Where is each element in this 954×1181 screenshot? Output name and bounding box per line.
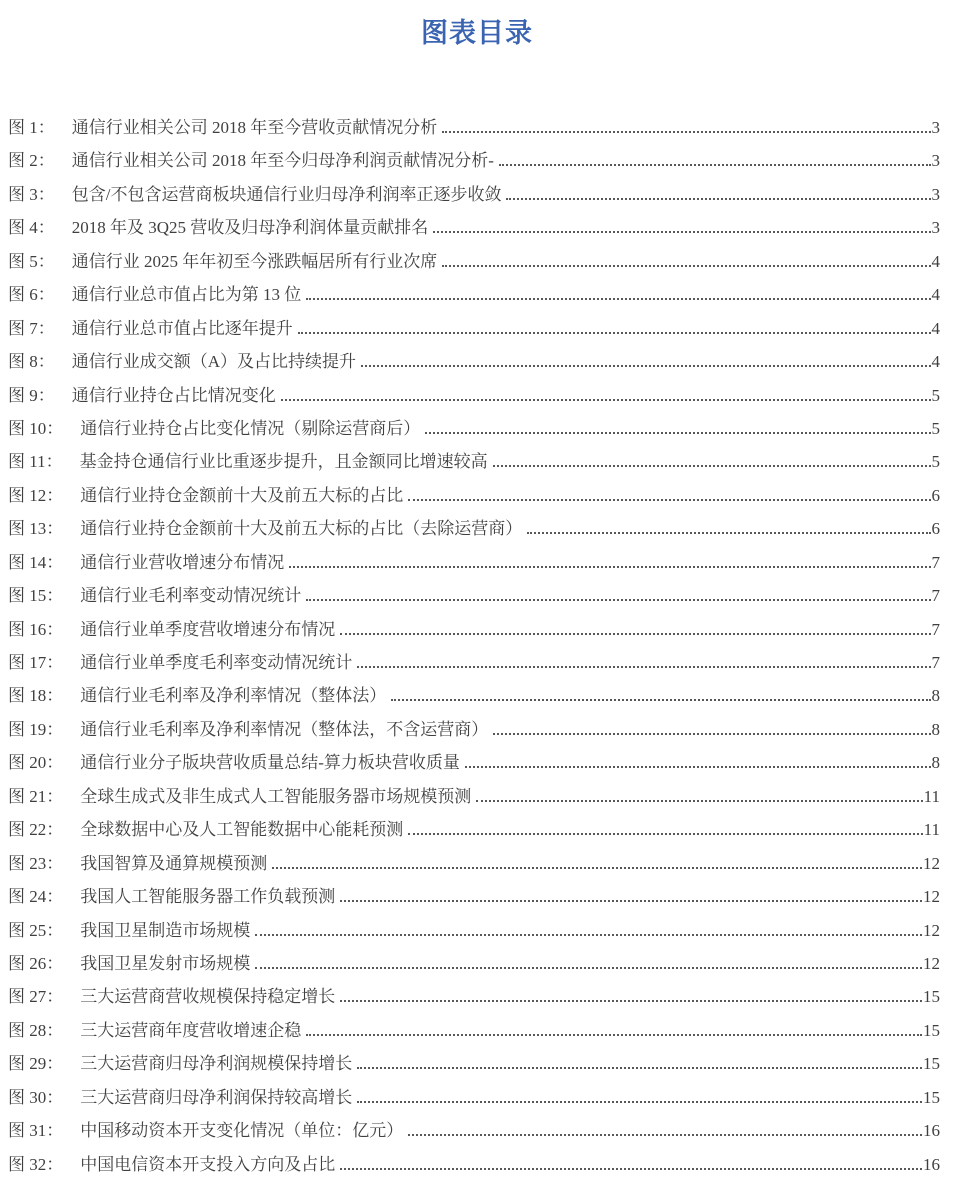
toc-entry[interactable] — [8, 345, 940, 378]
figure-title: 通信行业毛利率变动情况统计 — [80, 586, 302, 606]
leader-dots — [408, 1123, 922, 1136]
figure-title: 中国移动资本开支变化情况（单位：亿元） — [80, 1121, 404, 1141]
toc-entry[interactable] — [8, 512, 940, 545]
figure-label: 图 32： — [8, 1154, 64, 1174]
figure-label: 图 30： — [8, 1087, 64, 1107]
leader-dots — [281, 388, 931, 401]
page-number: 15 — [923, 1020, 940, 1040]
toc-entry[interactable] — [8, 1148, 940, 1181]
figure-title: 包含/不包含运营商板块通信行业归母净利润率正逐步收敛 — [71, 184, 502, 204]
leader-dots — [306, 287, 930, 300]
figure-title: 通信行业持仓金额前十大及前五大标的占比（去除运营商） — [80, 519, 523, 539]
figure-label: 图 9： — [8, 385, 55, 405]
figure-title: 通信行业相关公司 2018 年至今归母净利润贡献情况分析- — [71, 151, 494, 171]
figure-title: 三大运营商年度营收增速企稳 — [80, 1020, 302, 1040]
leader-dots — [272, 856, 922, 869]
leader-dots — [408, 822, 922, 835]
page-title: 图表目录 — [421, 18, 533, 48]
leader-dots — [255, 956, 922, 969]
figure-label: 图 15： — [8, 586, 64, 606]
figure-title: 通信行业毛利率及净利率情况（整体法） — [80, 686, 387, 706]
leader-dots — [476, 789, 922, 802]
figure-label: 图 27： — [8, 987, 64, 1007]
figure-title: 通信行业持仓金额前十大及前五大标的占比 — [80, 485, 404, 505]
toc-entry[interactable] — [8, 546, 940, 579]
figure-label: 图 25： — [8, 920, 64, 940]
figure-title: 基金持仓通信行业比重逐步提升，且金额同比增速较高 — [79, 452, 488, 472]
figure-label: 图 14： — [8, 552, 64, 572]
toc-entry[interactable] — [8, 780, 940, 813]
page-number: 5 — [931, 452, 940, 472]
page-number: 12 — [923, 887, 940, 907]
figure-label: 图 22： — [8, 820, 64, 840]
page-number: 4 — [931, 318, 940, 338]
toc-entry[interactable] — [8, 613, 940, 646]
figure-title: 通信行业单季度毛利率变动情况统计 — [80, 653, 353, 672]
figure-title: 三大运营商归母净利润保持较高增长 — [80, 1087, 353, 1107]
leader-dots — [340, 889, 922, 902]
leader-dots — [306, 588, 930, 601]
figure-label: 图 23： — [8, 853, 64, 873]
page-number: 3 — [931, 118, 940, 137]
toc-entry[interactable] — [8, 980, 940, 1013]
page-number: 6 — [931, 485, 940, 505]
page-number: 3 — [931, 151, 940, 171]
page-number: 5 — [931, 418, 940, 438]
figure-label: 图 12： — [8, 485, 64, 505]
figure-title: 通信行业持仓占比情况变化 — [71, 385, 276, 405]
leader-dots — [255, 923, 922, 936]
figure-label: 图 4： — [8, 218, 55, 238]
figure-title: 我国智算及通算规模预测 — [80, 853, 268, 873]
figure-title: 我国卫星制造市场规模 — [80, 920, 251, 940]
leader-dots — [499, 153, 931, 166]
figure-title: 通信行业相关公司 2018 年至今营收贡献情况分析 — [71, 118, 438, 137]
leader-dots — [306, 1023, 922, 1036]
figure-title: 全球数据中心及人工智能数据中心能耗预测 — [80, 820, 404, 840]
leader-dots — [506, 187, 930, 200]
leader-dots — [442, 254, 930, 267]
figure-label: 图 19： — [8, 719, 64, 739]
figure-title: 通信行业毛利率及净利率情况（整体法，不含运营商） — [80, 719, 489, 739]
toc-entry[interactable] — [8, 713, 940, 746]
page-number: 5 — [931, 385, 940, 405]
figure-title: 2018 年及 3Q25 营收及归母净利润体量贡献排名 — [71, 218, 429, 238]
page-number: 11 — [923, 820, 940, 840]
toc-entry[interactable] — [8, 479, 940, 512]
toc-entry[interactable] — [8, 646, 940, 679]
figure-title: 通信行业总市值占比逐年提升 — [71, 318, 293, 338]
page-number: 7 — [931, 653, 940, 672]
leader-dots — [340, 989, 922, 1002]
leader-dots — [361, 354, 930, 367]
page-number: 8 — [931, 753, 940, 773]
toc-entry[interactable] — [8, 445, 940, 478]
figure-label: 图 1： — [8, 118, 55, 137]
figure-title: 通信行业持仓占比变化情况（剔除运营商后） — [80, 418, 421, 438]
toc-entry[interactable] — [8, 245, 940, 278]
page-number: 4 — [931, 352, 940, 372]
toc-entry[interactable] — [8, 412, 940, 445]
figure-title: 通信行业单季度营收增速分布情况 — [80, 619, 336, 639]
toc-entry[interactable] — [8, 1081, 940, 1114]
page-number: 4 — [931, 285, 940, 305]
page-number: 8 — [931, 719, 940, 739]
figure-title: 全球生成式及非生成式人工智能服务器市场规模预测 — [80, 786, 472, 806]
figure-label: 图 7： — [8, 318, 55, 338]
figure-label: 图 16： — [8, 619, 64, 639]
figure-label: 图 17： — [8, 653, 64, 672]
page-number: 15 — [923, 1054, 940, 1074]
toc-entry[interactable] — [8, 1114, 940, 1147]
leader-dots — [425, 421, 930, 434]
toc-entry[interactable] — [8, 379, 940, 412]
toc-entry[interactable] — [8, 1014, 940, 1047]
figure-label: 图 28： — [8, 1020, 64, 1040]
page-number: 16 — [923, 1154, 940, 1174]
leader-dots — [465, 755, 931, 768]
figure-title: 我国人工智能服务器工作负载预测 — [80, 887, 336, 907]
page-number: 4 — [931, 251, 940, 271]
page-number: 12 — [923, 853, 940, 873]
leader-dots — [298, 321, 931, 334]
figure-title: 通信行业分子版块营收质量总结-算力板块营收质量 — [80, 753, 460, 773]
leader-dots — [340, 1157, 922, 1170]
toc-entry[interactable] — [8, 679, 940, 712]
figure-title: 三大运营商营收规模保持稳定增长 — [80, 987, 336, 1007]
figure-label: 图 10： — [8, 418, 64, 438]
page-number: 12 — [923, 953, 940, 973]
figure-title: 通信行业总市值占比为第 13 位 — [71, 285, 302, 305]
figure-label: 图 8： — [8, 352, 55, 372]
leader-dots — [493, 454, 931, 467]
figure-label: 图 3： — [8, 184, 55, 204]
page-number: 11 — [923, 786, 940, 806]
figure-title: 三大运营商归母净利润规模保持增长 — [80, 1054, 353, 1074]
leader-dots — [493, 722, 930, 735]
page-number: 8 — [931, 686, 940, 706]
page-number: 7 — [931, 586, 940, 606]
figure-title: 通信行业 2025 年年初至今涨跌幅居所有行业次席 — [71, 251, 438, 271]
figure-label: 图 31： — [8, 1121, 64, 1141]
leader-dots — [391, 688, 930, 701]
figure-toc-list — [0, 111, 954, 1181]
leader-dots — [527, 521, 930, 534]
toc-entry[interactable] — [8, 211, 940, 244]
toc-entry[interactable] — [8, 880, 940, 913]
page-number: 15 — [923, 1087, 940, 1107]
toc-entry[interactable] — [8, 947, 940, 980]
figure-title: 通信行业成交额（A）及占比持续提升 — [71, 352, 357, 372]
toc-entry[interactable] — [8, 579, 940, 612]
page-number: 15 — [923, 987, 940, 1007]
figure-label: 图 21： — [8, 786, 64, 806]
figure-label: 图 18： — [8, 686, 64, 706]
figure-label: 图 2： — [8, 151, 55, 171]
page-number: 7 — [931, 619, 940, 639]
figure-title: 通信行业营收增速分布情况 — [80, 552, 285, 572]
page-number: 3 — [931, 184, 940, 204]
figure-label: 图 13： — [8, 519, 64, 539]
figure-label: 图 24： — [8, 887, 64, 907]
toc-entry[interactable] — [8, 847, 940, 880]
figure-label: 图 26： — [8, 953, 64, 973]
figure-title: 我国卫星发射市场规模 — [80, 953, 251, 973]
figure-label: 图 6： — [8, 285, 55, 305]
page-number: 7 — [931, 552, 940, 572]
leader-dots — [442, 120, 930, 133]
toc-entry[interactable] — [8, 278, 940, 311]
leader-dots — [357, 1056, 922, 1069]
toc-entry[interactable] — [8, 178, 940, 211]
toc-entry[interactable] — [8, 914, 940, 947]
figure-label: 图 20： — [8, 753, 64, 773]
toc-entry[interactable] — [8, 144, 940, 177]
leader-dots — [408, 488, 930, 501]
figure-title: 中国电信资本开支投入方向及占比 — [80, 1154, 336, 1174]
page-number: 12 — [923, 920, 940, 940]
leader-dots — [340, 622, 930, 635]
figure-label: 图 11： — [8, 452, 63, 472]
toc-entry[interactable] — [8, 1047, 940, 1080]
page-number: 3 — [931, 218, 940, 238]
figure-label: 图 5： — [8, 251, 55, 271]
toc-entry[interactable] — [8, 813, 940, 846]
toc-entry[interactable] — [8, 111, 940, 144]
toc-entry[interactable] — [8, 312, 940, 345]
figure-label: 图 29： — [8, 1054, 64, 1074]
toc-entry[interactable] — [8, 746, 940, 779]
leader-dots — [357, 655, 930, 668]
leader-dots — [433, 220, 930, 233]
page-number: 6 — [931, 519, 940, 539]
page-number: 16 — [923, 1121, 940, 1141]
leader-dots — [357, 1090, 922, 1103]
leader-dots — [289, 555, 930, 568]
